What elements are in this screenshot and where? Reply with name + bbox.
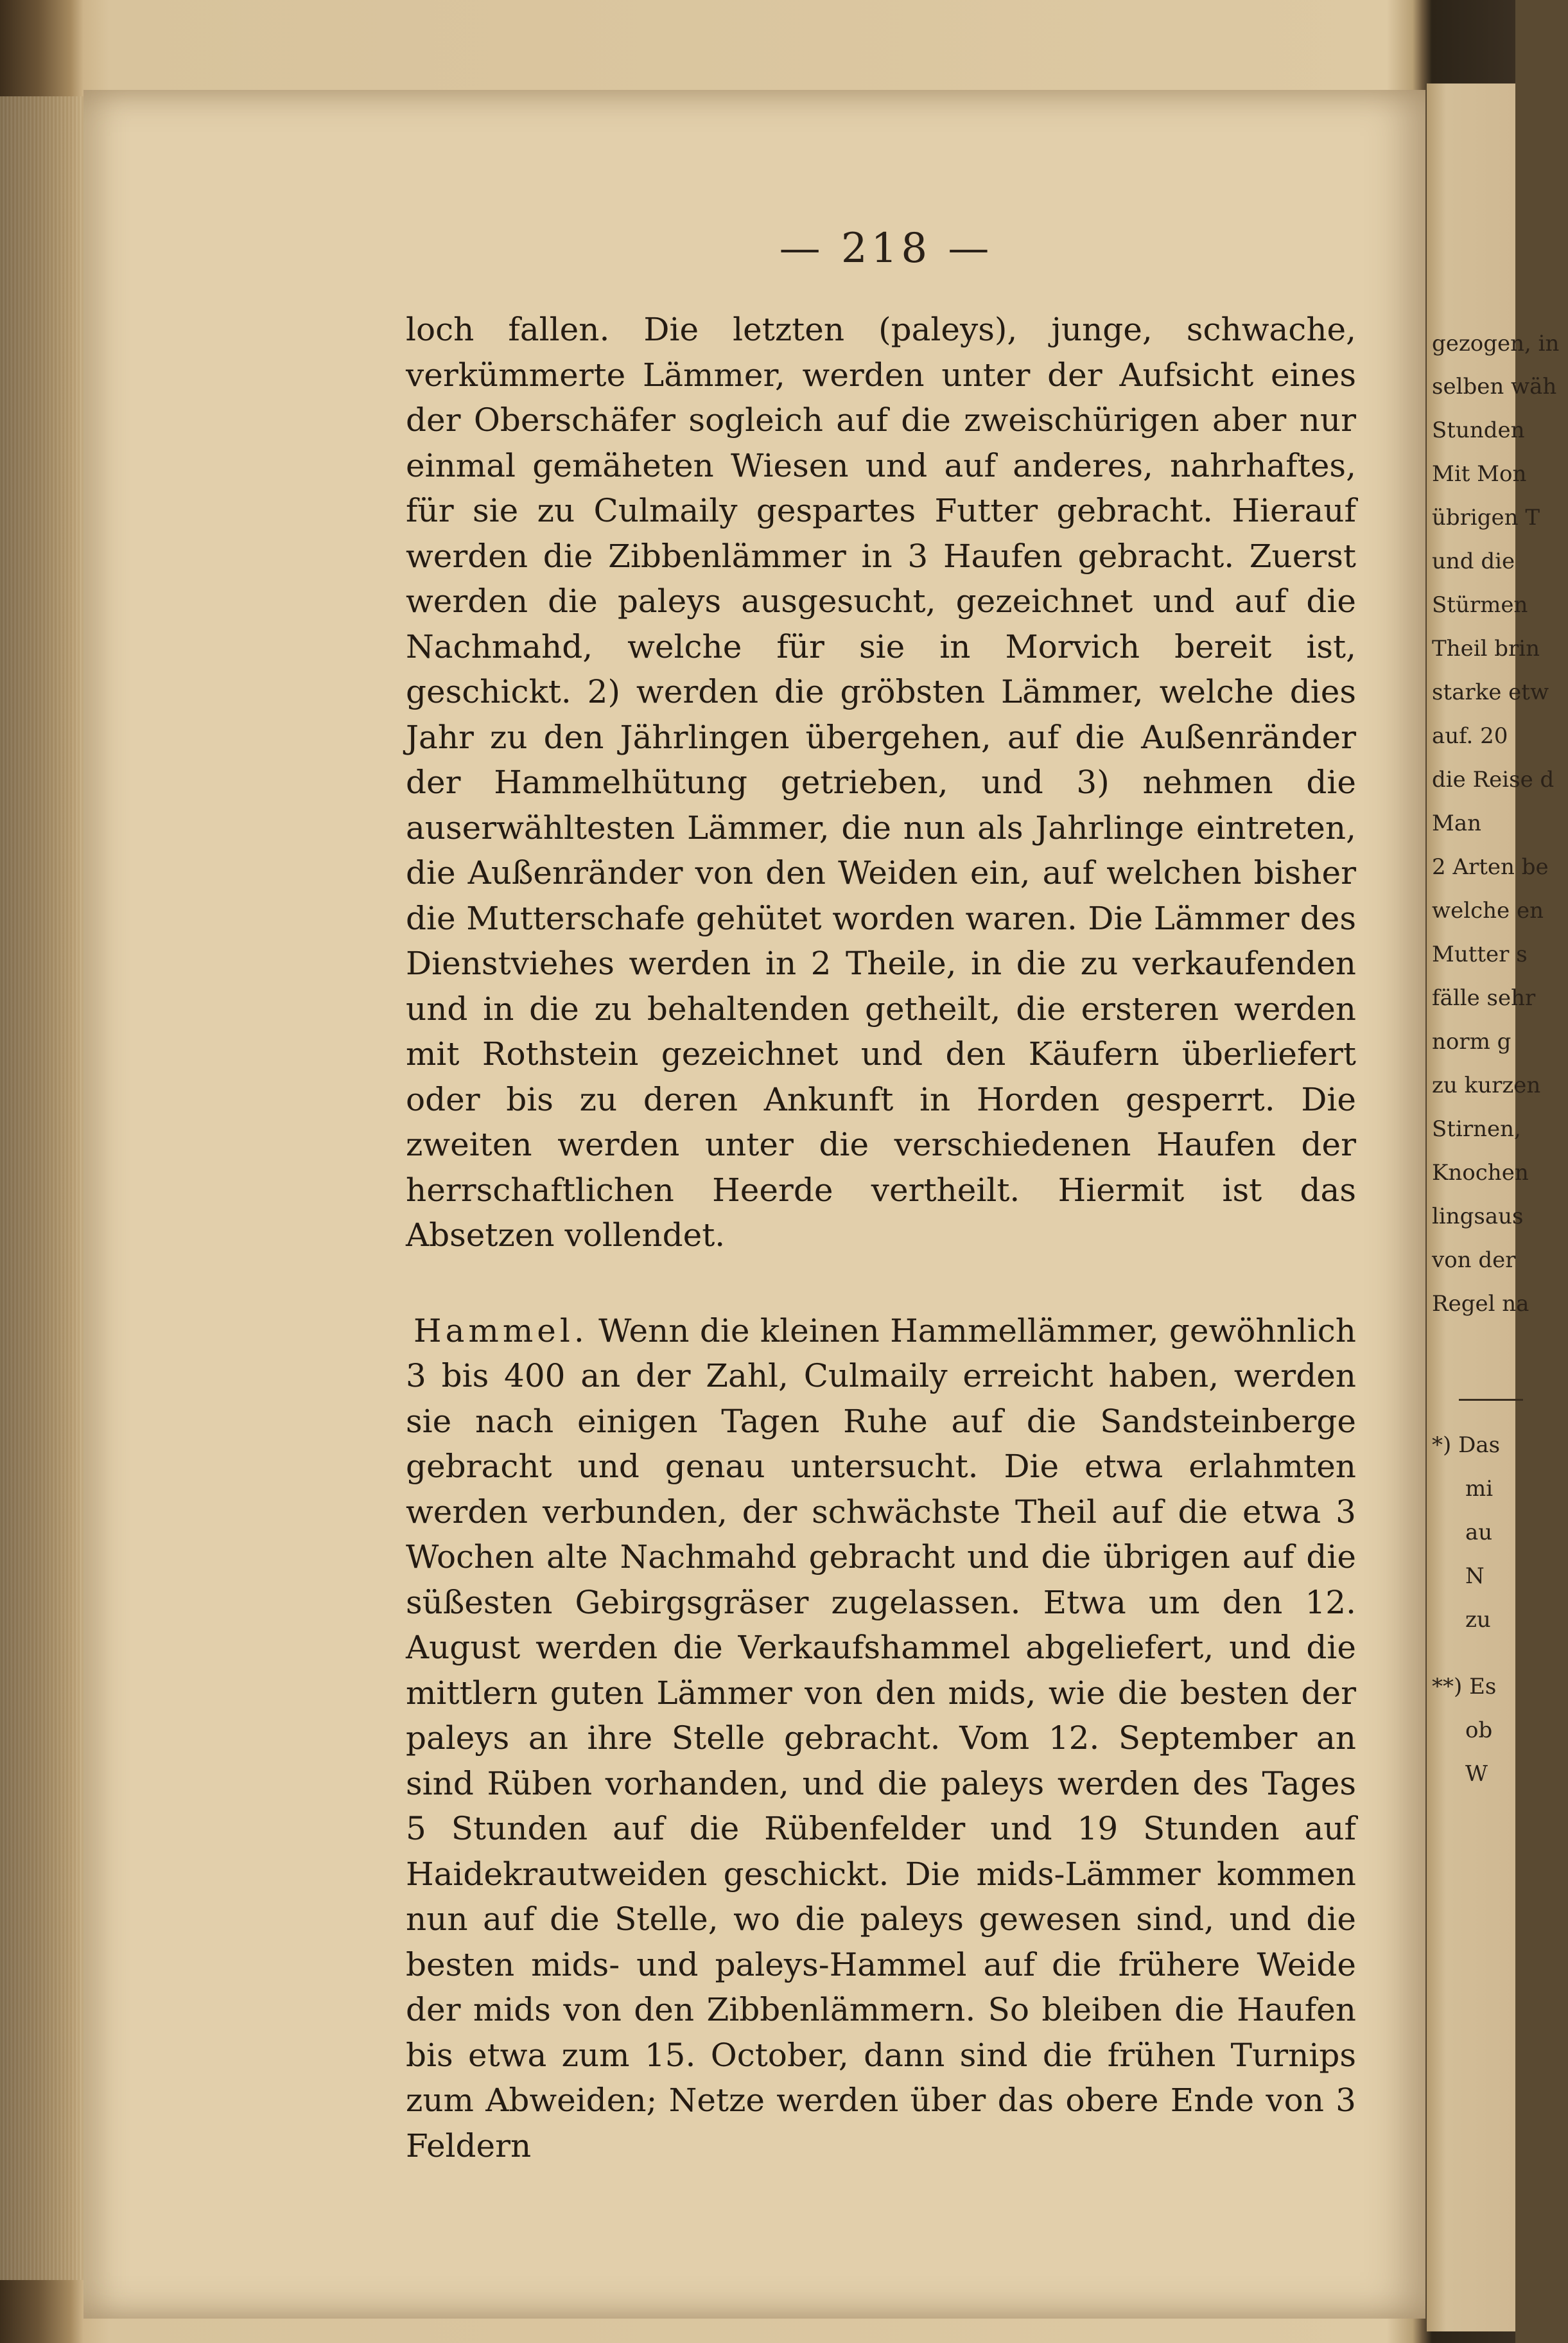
fragment-line: Regel na bbox=[1432, 1291, 1529, 1317]
fragment-line: und die bbox=[1432, 548, 1515, 574]
fragment-line: auf. 20 bbox=[1432, 723, 1508, 749]
fragment-line: Man bbox=[1432, 811, 1481, 836]
fragment-line: zu kurzen bbox=[1432, 1073, 1541, 1098]
section-heading-hammel: Hammel. bbox=[414, 1312, 588, 1349]
paragraph-1: loch fallen. Die letzten (paleys), junge, schwache, verkümmerte Lämmer, werden unter der Aufsicht eines der Oberschäfer sogleich auf die zweischürigen aber nur einmal gemäheten Wiesen und auf anderes, nahrhaftes, für sie zu Culmaily gespartes Futter gebracht. Hierauf werden die Zibbenlämmer in 3 Haufen gebracht. Zuerst werden die paleys ausgesucht, gezeichnet und auf die Nachmahd, welche für sie in Morvich bereit ist, geschickt. 2) werden die gröbsten Lämmer, welche dies Jahr zu den Jährlingen übergehen, auf die Außenränder der Hammelhütung getrieben, und 3) nehmen die auserwähltesten Lämmer, die nun als Jahrlinge eintreten, die Außenränder von den Weiden ein, auf welchen bisher die Mutterschafe gehütet worden waren. Die Lämmer des Dienstviehes werden in 2 Theile, in die zu verkaufenden und in die zu behaltenden getheilt, die ersteren werden mit Rothstein gezeichnet und den Käufern überliefert oder bis zu deren Ankunft in Horden gesperrt. Die zweiten werden unter die verschiedenen Haufen der herrschaftlichen Heerde vertheilt. Hiermit ist das Absetzen vollendet. bbox=[406, 311, 1356, 1254]
fragment-line: W bbox=[1465, 1761, 1488, 1787]
fragment-line: mi bbox=[1465, 1476, 1494, 1502]
fragment-line: **) Es bbox=[1432, 1674, 1497, 1699]
fragment-line: von der bbox=[1432, 1247, 1516, 1273]
fragment-line: Stürmen bbox=[1432, 592, 1528, 618]
fragment-line: fälle sehr bbox=[1432, 985, 1536, 1011]
fragment-line: Mutter s bbox=[1432, 942, 1528, 967]
fragment-line: 2 Arten be bbox=[1432, 854, 1549, 880]
fragment-line: welche en bbox=[1432, 898, 1544, 924]
fragment-line: starke etw bbox=[1432, 680, 1549, 705]
fragment-line: N bbox=[1465, 1563, 1485, 1589]
fragment-line: selben wäh bbox=[1432, 374, 1557, 399]
fragment-line: norm g bbox=[1432, 1029, 1511, 1055]
page-edges bbox=[0, 96, 83, 2280]
page-number: — 218 — bbox=[779, 225, 993, 272]
fragment-line: gezogen, in bbox=[1432, 331, 1560, 356]
paragraph-2 bbox=[406, 1308, 1356, 2169]
body-text bbox=[406, 307, 1356, 2168]
footnote-rule bbox=[1459, 1399, 1523, 1401]
paragraph-2-text: Wenn die kleinen Hammellämmer, gewöhnlich 3 bis 400 an der Zahl, Culmaily erreicht haben, werden sie nach einigen Tagen Ruhe auf die Sandsteinberge gebracht und genau untersucht. Die etwa erlahmten werden verbunden, der schwächste Theil auf die etwa 3 Wochen alte Nachmahd gebracht und die übrigen auf die süßesten Gebirgsgräser zugelassen. Etwa um den 12. August werden die Verkaufshammel abgeliefert, und die mittlern guten Lämmer von den mids, wie die besten der paleys an ihre Stelle gebracht. Vom 12. September an sind Rüben vorhanden, und die paleys werden des Tages 5 Stunden auf die Rübenfelder und 19 Stunden auf Haidekrautweiden geschickt. Die mids-Lämmer kommen nun auf die Stelle, wo die paleys gewesen sind, und die besten mids- und paleys-Hammel auf die frühere Weide der mids von den Zibbenlämmern. So bleiben die Haufen bis etwa zum 15. October, dann sind die frühen Turnips zum Abweiden; Netze werden über das obere Ende von 3 Feldern bbox=[406, 1312, 1356, 2164]
fragment-line: zu bbox=[1465, 1607, 1491, 1633]
fragment-line: Theil brin bbox=[1432, 636, 1540, 662]
fragment-line: *) Das bbox=[1432, 1432, 1501, 1458]
fragment-line: Mit Mon bbox=[1432, 461, 1527, 487]
fragment-line: au bbox=[1465, 1520, 1493, 1545]
fragment-line: Stirnen, bbox=[1432, 1116, 1521, 1142]
fragment-line: Stunden bbox=[1432, 417, 1525, 443]
fragment-line: übrigen T bbox=[1432, 505, 1540, 531]
fragment-line: lingsaus bbox=[1432, 1204, 1524, 1229]
fragment-line: Knochen bbox=[1432, 1160, 1529, 1186]
adjacent-page-fragment bbox=[1427, 83, 1560, 2331]
fragment-line: die Reise d bbox=[1432, 767, 1555, 793]
fragment-line: ob bbox=[1465, 1717, 1493, 1743]
